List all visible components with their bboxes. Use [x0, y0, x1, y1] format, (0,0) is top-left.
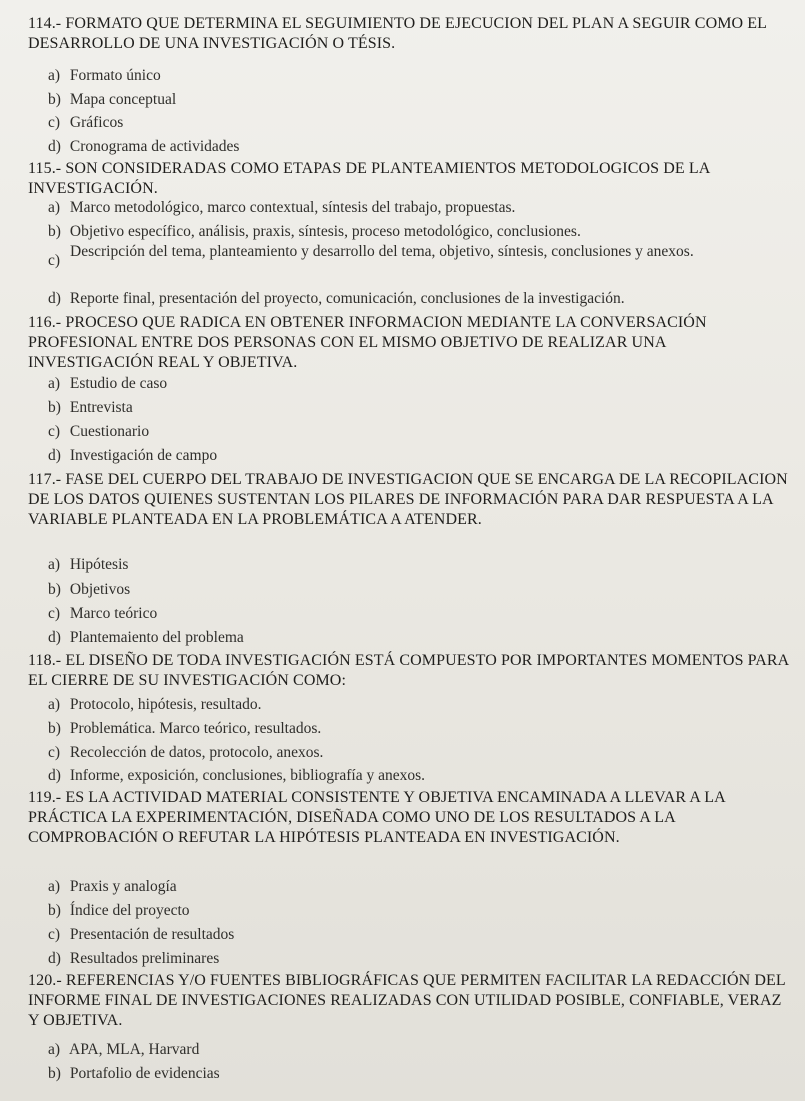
question-114-stem: 114.- FORMATO QUE DETERMINA EL SEGUIMIENTO DE EJECUCION DEL PLAN A SEGUIR COMO EL DESARROLLO DE UNA INVESTIGACIÓN O TÉSIS.: [28, 15, 767, 52]
question-117-stem: 117.- FASE DEL CUERPO DEL TRABAJO DE INVESTIGACION QUE SE ENCARGA DE LA RECOPILACION DE LOS DATOS QUIENES SUSTENTAN LOS PILARES DE INFORMACIÓN PARA DAR RESPUESTA A LA VARIABLE PLANTEADA EN LA PROBLEMÁTICA A ATENDER.: [28, 471, 788, 528]
question-114-option-b: b) Mapa conceptual: [48, 91, 177, 108]
question-115-option-c: c) Descripción del tema, planteamiento y desarrollo del tema, objetivo, síntesis, conclusiones y anexos.: [48, 243, 694, 269]
question-116-stem: 116.- PROCESO QUE RADICA EN OBTENER INFORMACION MEDIANTE LA CONVERSACIÓN PROFESIONAL ENTRE DOS PERSONAS CON EL MISMO OBJETIVO DE REALIZAR UNA INVESTIGACIÓN REAL Y OBJETIVA.: [28, 314, 707, 371]
question-118-option-a: a) Protocolo, hipótesis, resultado.: [48, 696, 262, 713]
question-114-option-c: c) Gráficos: [48, 114, 124, 131]
question-119-option-c: c) Presentación de resultados: [48, 926, 235, 943]
question-119-option-d: d) Resultados preliminares: [48, 950, 220, 967]
question-119-option-a: a) Praxis y analogía: [48, 878, 177, 895]
question-114-option-d: d) Cronograma de actividades: [48, 138, 240, 155]
question-120-stem: 120.- REFERENCIAS Y/O FUENTES BIBLIOGRÁFICAS QUE PERMITEN FACILITAR LA REDACCIÓN DEL INFORME FINAL DE INVESTIGACIONES REALIZADAS CON UTILIDAD POSIBLE, CONFIABLE, VERAZ Y OBJETIVA.: [28, 972, 786, 1029]
question-116-option-c: c) Cuestionario: [48, 423, 150, 440]
question-115-stem: 115.- SON CONSIDERADAS COMO ETAPAS DE PLANTEAMIENTOS METODOLOGICOS DE LA INVESTIGACIÓN.: [28, 160, 710, 197]
question-116-option-a: a) Estudio de caso: [48, 375, 168, 392]
question-118-option-d: d) Informe, exposición, conclusiones, bibliografía y anexos.: [48, 767, 425, 784]
question-115-option-a: a) Marco metodológico, marco contextual, síntesis del trabajo, propuestas.: [48, 199, 516, 216]
question-119-option-b: b) Índice del proyecto: [48, 902, 190, 919]
question-118-option-b: b) Problemática. Marco teórico, resultados.: [48, 720, 322, 737]
question-117-option-b: b) Objetivos: [48, 581, 131, 598]
question-117-option-d: d) Plantemaiento del problema: [48, 629, 244, 646]
question-119-stem: 119.- ES LA ACTIVIDAD MATERIAL CONSISTENTE Y OBJETIVA ENCAMINADA A LLEVAR A LA PRÁCTICA LA EXPERIMENTACIÓN, DISEÑADA COMO UNO DE LOS RESULTADOS A LA COMPROBACIÓN O REFUTAR LA HIPÓTESIS PLANTEADA EN INVESTIGACIÓN.: [28, 789, 725, 846]
question-115-option-d: d) Reporte final, presentación del proyecto, comunicación, conclusiones de la investigación.: [48, 290, 625, 307]
question-118-option-c: c) Recolección de datos, protocolo, anexos.: [48, 744, 324, 761]
question-115-option-b: b) Objetivo específico, análisis, praxis, síntesis, proceso metodológico, conclusiones.: [48, 223, 581, 240]
question-118-stem: 118.- EL DISEÑO DE TODA INVESTIGACIÓN ESTÁ COMPUESTO POR IMPORTANTES MOMENTOS PARA EL CIERRE DE SU INVESTIGACIÓN COMO:: [28, 652, 789, 689]
question-114-option-a: a) Formato único: [48, 67, 161, 84]
question-116-option-b: b) Entrevista: [48, 399, 133, 416]
question-117-option-c: c) Marco teórico: [48, 605, 158, 622]
question-117-option-a: a) Hipótesis: [48, 556, 129, 573]
question-116-option-d: d) Investigación de campo: [48, 447, 218, 464]
question-120-option-a: a) APA, MLA, Harvard: [48, 1041, 200, 1058]
question-120-option-b: b) Portafolio de evidencias: [48, 1065, 220, 1082]
